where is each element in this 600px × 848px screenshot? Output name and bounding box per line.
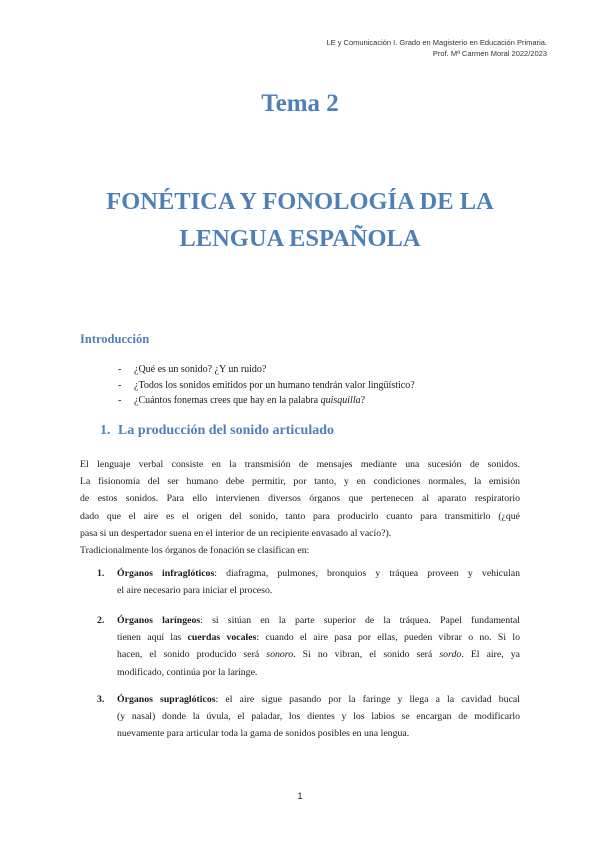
organ-term: Órganos supraglóticos [117, 694, 216, 705]
page-number: 1 [297, 791, 303, 801]
tema-heading: Tema 2 [261, 90, 339, 117]
organ-number: 2. [97, 615, 105, 626]
document-title [60, 183, 540, 257]
organ-line: (y nasal) donde la úvula, el paladar, los dientes y los labios se encargan de modificarlo [117, 711, 520, 723]
organ-line: Órganos infraglóticos: diafragma, pulmones, bronquios y tráquea proveen y vehiculan [117, 568, 520, 579]
section-heading [100, 423, 334, 439]
organ-number: 3. [97, 694, 105, 705]
organ-item-laryngeal [97, 612, 520, 681]
paragraph-line: de estos sonidos. Para ello intervienen diversos órganos que pertenecen al aparato respiratorio [80, 493, 520, 505]
organ-term: Órganos laríngeos [117, 615, 201, 626]
organ-line: Órganos laríngeos: si sitúan en la parte superior de la tráquea. Papel fundamental [117, 615, 520, 626]
term-sonoro: sonoro [266, 649, 294, 661]
intro-heading: Introducción [80, 332, 150, 346]
question-text: ¿Cuántos fonemas crees que hay en la palabra [134, 395, 321, 406]
title-line-1: FONÉTICA Y FONOLOGÍA DE LA [106, 188, 494, 215]
paragraph-line: Tradicionalmente los órganos de fonación se clasifican en: [80, 545, 310, 557]
organ-line: el aire necesario para iniciar el proceso. [117, 585, 273, 597]
organ-term: Órganos infraglóticos [117, 568, 215, 579]
paragraph-line: La fisionomía del ser humano debe permitir, por tanto, y en condiciones normales, la emisión [80, 476, 520, 488]
organ-number: 1. [97, 568, 105, 579]
organ-item-infraglotic [97, 565, 520, 599]
list-item: - ¿Qué es un sonido? ¿Y un ruido? [118, 362, 415, 378]
question-word: quisquilla [320, 395, 361, 406]
organ-item-supraglotic [97, 691, 520, 743]
organ-line: hacen, el sonido producido será sonoro. Si no vibran, el sonido será sordo. El aire, ya [117, 649, 520, 661]
paragraph-line: El lenguaje verbal consiste en la transmisión de mensajes mediante una sucesión de sonidos. [80, 459, 520, 470]
section-number: 1. [100, 423, 111, 438]
intro-question-list [118, 362, 415, 409]
question-end: ? [360, 395, 366, 406]
section-paragraph [80, 456, 520, 559]
organ-line: modificado, continúa por la laringe. [117, 666, 258, 678]
header-course: LE y Comunicación I. Grado en Magisterio en Educación Primaria. [326, 38, 547, 47]
vocal-cords-term: cuerdas vocales [187, 632, 257, 644]
organ-line: nuevamente para articular toda la gama de sonidos posibles en una lengua. [117, 728, 410, 740]
term-sordo: sordo [439, 649, 462, 661]
header-professor: Prof. Mª Carmen Moral 2022/2023 [432, 49, 547, 58]
section-title: La producción del sonido articulado [118, 423, 335, 438]
list-item [118, 393, 415, 409]
list-item: - ¿Todos los sonidos emitidos por un humano tendrán valor lingüístico? [118, 378, 415, 394]
title-line-2: LENGUA ESPAÑOLA [179, 225, 421, 252]
organ-line: Órganos supraglóticos: el aire sigue pasando por la faringe y llega a la cavidad bucal [117, 694, 520, 705]
paragraph-line: dado que el aire es el origen del sonido, tanto para producirlo cuanto para transmitirlo (¿qué [80, 510, 520, 522]
organ-line: tienen aquí las cuerdas vocales: cuando el aire pasa por ellas, pueden vibrar o no. Si lo [117, 632, 520, 644]
paragraph-line: pasa si un despertador suena en el interior de un recipiente envasado al vacío?). [80, 527, 392, 539]
